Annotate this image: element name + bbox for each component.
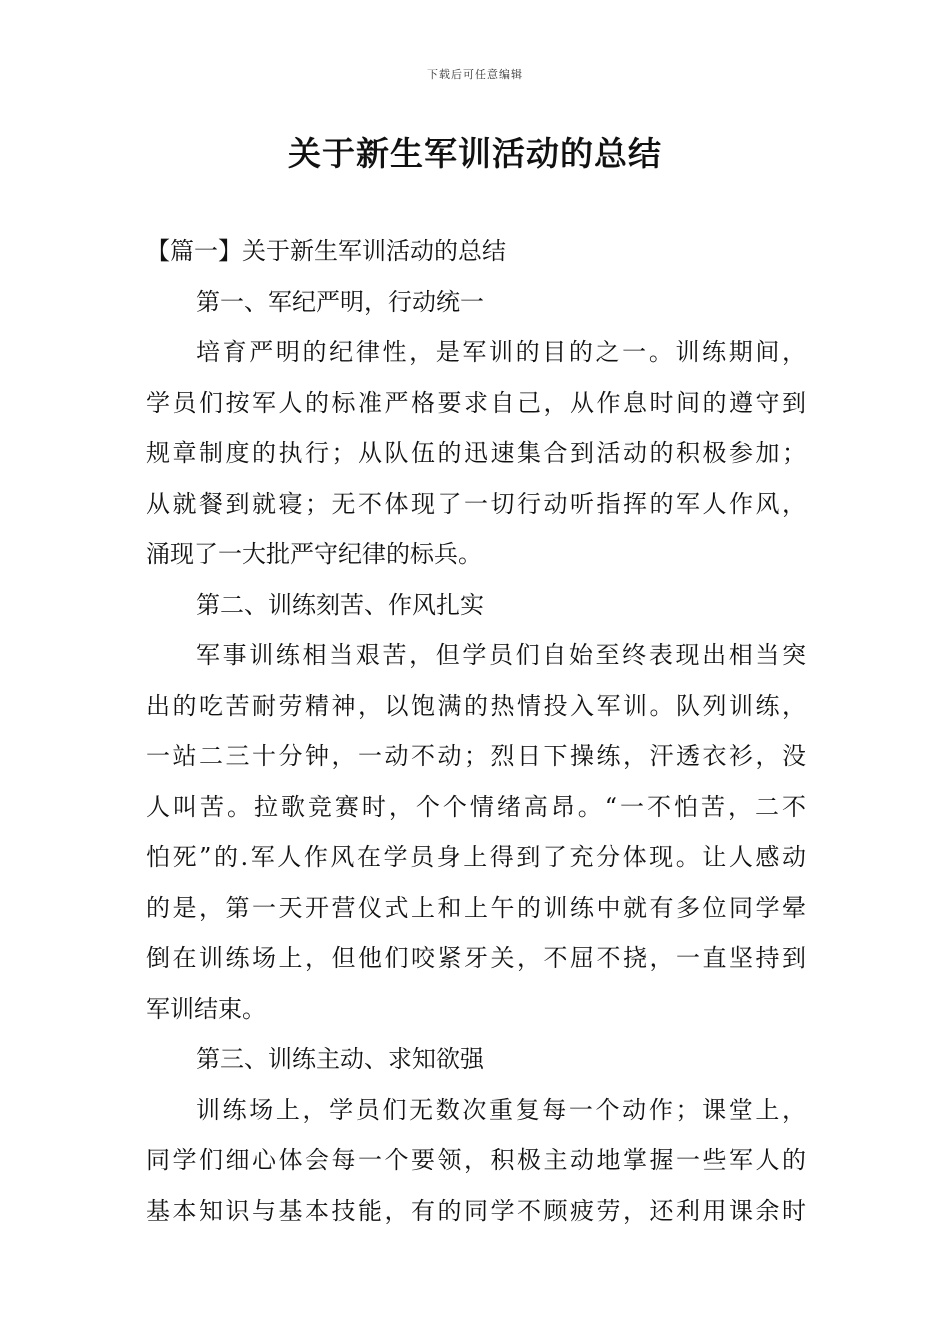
- subheading: 第三、训练主动、求知欲强: [196, 1045, 484, 1073]
- document-title: 关于新生军训活动的总结: [288, 134, 662, 173]
- subheading: 第二、训练刻苦、作风扎实: [196, 590, 484, 619]
- paragraph-line: 规章制度的执行；从队伍的迅速集合到活动的积极参加；: [146, 439, 806, 467]
- paragraph-line: 涌现了一大批严守纪律的标兵。: [146, 540, 482, 568]
- section-label: 【篇一】关于新生军训活动的总结: [146, 237, 506, 265]
- paragraph-line: 出的吃苦耐劳精神，以饱满的热情投入军训。队列训练，: [146, 691, 806, 720]
- paragraph-line: 怕死”的.军人作风在学员身上得到了充分体现。让人感动: [146, 843, 806, 871]
- paragraph-line: 培育严明的纪律性，是军训的目的之一。训练期间，: [196, 338, 806, 366]
- header-note: 下载后可任意编辑: [427, 68, 523, 81]
- paragraph-line: 人叫苦。拉歌竞赛时，个个情绪高昂。“一不怕苦，二不: [146, 792, 806, 821]
- paragraph-line: 倒在训练场上，但他们咬紧牙关，不屈不挠，一直坚持到: [146, 944, 806, 972]
- paragraph-line: 同学们细心体会每一个要领，积极主动地掌握一些军人的: [146, 1146, 806, 1174]
- paragraph-line: 军训结束。: [146, 994, 266, 1023]
- paragraph-line: 基本知识与基本技能，有的同学不顾疲劳，还利用课余时: [146, 1196, 806, 1225]
- document-body: [146, 226, 806, 1236]
- subheading: 第一、军纪严明，行动统一: [196, 287, 484, 316]
- paragraph-line: 一站二三十分钟，一动不动；烈日下操练，汗透衣衫，没: [146, 742, 806, 770]
- paragraph-line: 军事训练相当艰苦，但学员们自始至终表现出相当突: [196, 641, 806, 669]
- paragraph-line: 训练场上，学员们无数次重复每一个动作；课堂上，: [196, 1095, 806, 1124]
- paragraph-line: 从就餐到就寝；无不体现了一切行动听指挥的军人作风，: [146, 489, 806, 518]
- paragraph-line: 的是，第一天开营仪式上和上午的训练中就有多位同学晕: [146, 893, 806, 922]
- paragraph-line: 学员们按军人的标准严格要求自己，从作息时间的遵守到: [146, 388, 806, 417]
